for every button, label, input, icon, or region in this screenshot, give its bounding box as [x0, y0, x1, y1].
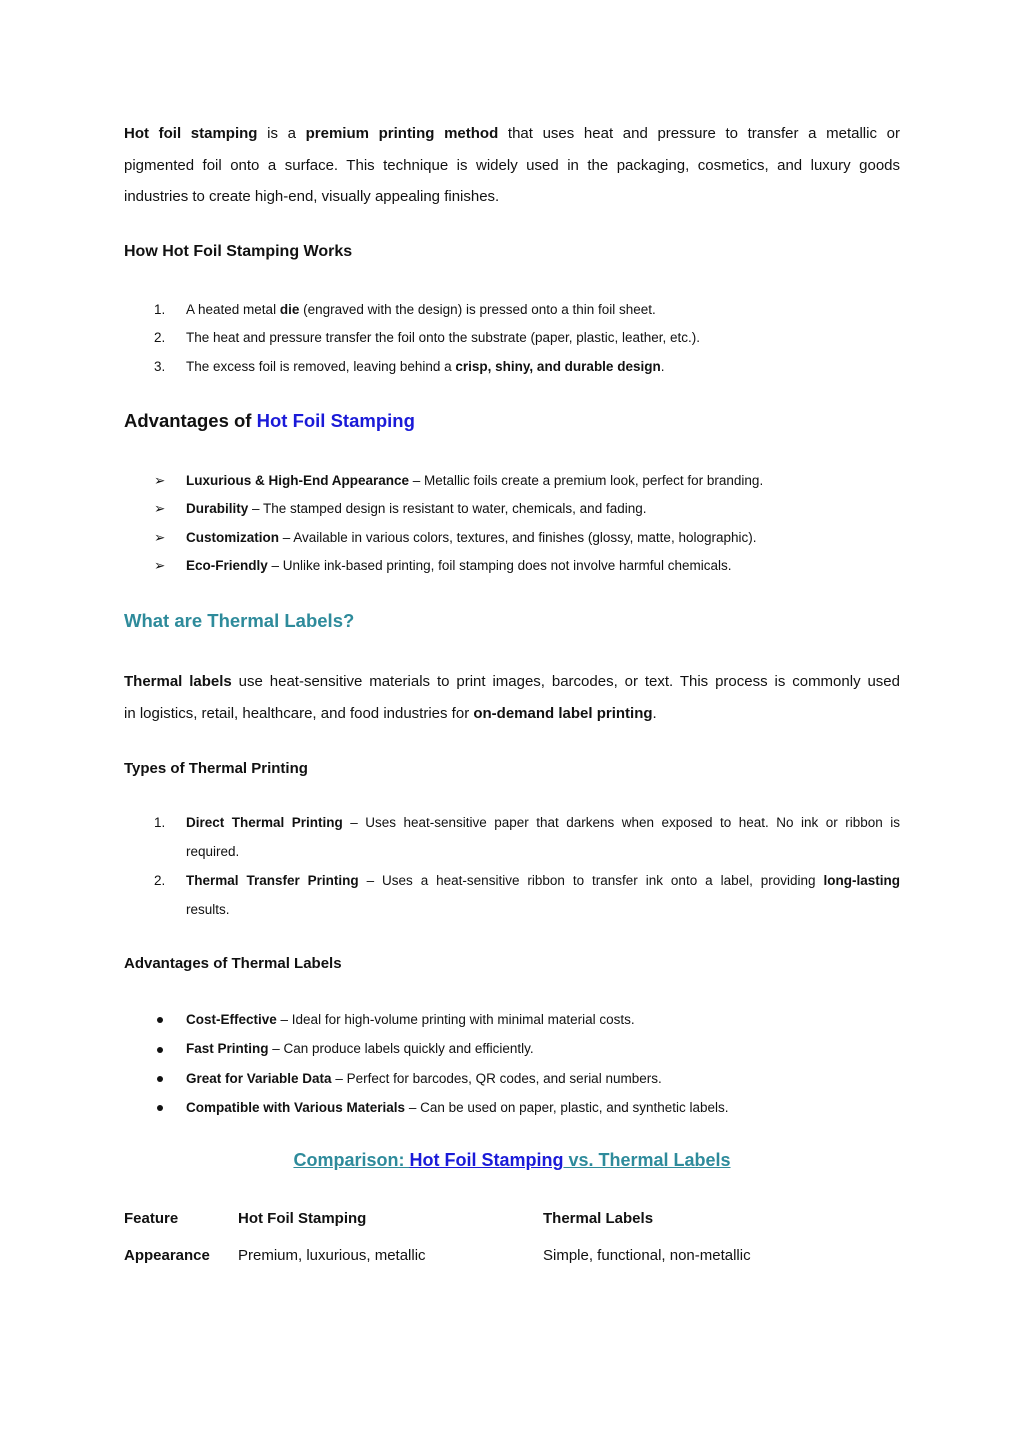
list-item — [154, 296, 900, 324]
intro-term: Hot foil stamping — [124, 125, 258, 142]
list-item — [154, 495, 900, 523]
list-text: (engraved with the design) is pressed onto a thin foil sheet. — [299, 302, 656, 317]
list-bold: long-lasting — [823, 873, 900, 888]
table-cell: Simple, functional, non-metallic — [543, 1247, 751, 1264]
list-item — [154, 552, 900, 580]
comparison-hot-foil-link[interactable]: Hot Foil Stamping — [409, 1150, 564, 1170]
intro-line-2: pigmented foil onto a surface. This technique is widely used in the packaging, cosmetics, and luxury goods — [124, 156, 900, 174]
list-bold: Great for Variable Data — [186, 1070, 332, 1086]
bullet-icon — [154, 1064, 178, 1093]
comparison-title — [0, 1150, 1024, 1171]
list-line: results. — [186, 901, 230, 917]
list-bold: Customization — [186, 529, 279, 545]
list-item — [154, 324, 900, 352]
thermal-emphasis: on-demand label printing — [473, 704, 653, 722]
comparison-text: Comparison: — [293, 1150, 410, 1170]
thermal-text: in logistics, retail, healthcare, and food industries for — [124, 704, 474, 722]
list-text: The excess foil is removed, leaving behind a — [186, 358, 456, 374]
advantages-foil-list — [154, 467, 900, 580]
table-header: Feature — [124, 1210, 179, 1227]
intro-line-1 — [124, 118, 900, 150]
list-text: – Can produce labels quickly and efficiently. — [268, 1041, 534, 1057]
list-item — [154, 353, 900, 381]
list-text: . — [660, 358, 665, 374]
list-text: A heated metal — [186, 302, 280, 317]
table-header: Hot Foil Stamping — [238, 1210, 367, 1227]
list-text: The heat and pressure transfer the foil onto the substrate (paper, plastic, leather, etc.). — [186, 330, 701, 346]
list-bold: Eco-Friendly — [186, 557, 268, 573]
intro-paragraph — [124, 118, 900, 213]
list-bold: Cost-Effective — [186, 1012, 277, 1027]
list-bold: Luxurious & High-End Appearance — [186, 473, 410, 488]
list-text: – Unlike ink-based printing, foil stamping does not involve harmful chemicals. — [267, 557, 732, 573]
table-cell: Appearance — [124, 1247, 210, 1264]
table-cell: Premium, luxurious, metallic — [238, 1247, 426, 1264]
list-number: 2. — [154, 330, 166, 346]
thermal-line-1 — [124, 666, 900, 698]
thermal-text: . — [652, 704, 657, 722]
list-item — [154, 467, 900, 495]
list-bold: die — [279, 302, 300, 317]
list-text: – Ideal for high-volume printing with minimal material costs. — [276, 1012, 635, 1027]
list-number: 1. — [154, 815, 166, 830]
list-text: – The stamped design is resistant to water, chemicals, and fading. — [248, 501, 647, 517]
advantages-thermal-heading: Advantages of Thermal Labels — [124, 955, 342, 972]
list-item — [154, 1093, 900, 1122]
types-heading: Types of Thermal Printing — [124, 760, 308, 777]
list-text: – Uses heat-sensitive paper that darkens when exposed to heat. No ink or ribbon is — [342, 815, 900, 830]
list-line: required. — [186, 843, 240, 859]
list-item — [154, 1064, 900, 1093]
list-number: 1. — [154, 302, 166, 317]
intro-text: is a — [257, 125, 306, 142]
thermal-line-2 — [124, 698, 900, 730]
list-item — [154, 1034, 900, 1063]
bullet-icon — [154, 1034, 178, 1063]
list-bold: Direct Thermal Printing — [186, 815, 343, 830]
list-bold: crisp, shiny, and durable design — [455, 358, 661, 374]
table-header: Thermal Labels — [543, 1210, 654, 1227]
list-bold: Thermal Transfer Printing — [186, 873, 359, 888]
bullet-icon — [154, 1093, 178, 1122]
arrow-bullet-icon: ➢ — [154, 529, 166, 545]
list-text: – Perfect for barcodes, QR codes, and serial numbers. — [331, 1070, 662, 1086]
list-bold: Fast Printing — [186, 1041, 269, 1057]
heading-text: Advantages of — [124, 410, 257, 431]
list-item — [154, 867, 900, 924]
intro-text: that uses heat and pressure to transfer a metallic or — [498, 125, 900, 142]
list-number: 2. — [154, 873, 166, 888]
advantages-thermal-list — [154, 1005, 900, 1122]
list-text: – Uses a heat-sensitive ribbon to transfer ink onto a label, providing — [358, 873, 824, 888]
advantages-foil-heading — [124, 410, 415, 432]
how-works-list — [154, 296, 900, 381]
list-bold: Durability — [186, 501, 249, 517]
list-item — [154, 809, 900, 866]
list-item — [154, 1005, 900, 1034]
list-line — [186, 809, 900, 838]
arrow-bullet-icon: ➢ — [154, 557, 166, 573]
list-text: – Metallic foils create a premium look, perfect for branding. — [409, 473, 764, 488]
arrow-bullet-icon: ➢ — [154, 501, 166, 517]
comparison-text: vs. Thermal Labels — [563, 1150, 731, 1170]
list-line — [186, 867, 900, 896]
thermal-heading: What are Thermal Labels? — [124, 610, 355, 631]
how-works-heading: How Hot Foil Stamping Works — [124, 243, 353, 260]
bullet-icon — [154, 1005, 178, 1034]
intro-line-3: industries to create high-end, visually appealing finishes. — [124, 188, 500, 205]
thermal-text: use heat-sensitive materials to print images, barcodes, or text. This process is commonly used — [231, 673, 900, 690]
list-number: 3. — [154, 358, 166, 374]
thermal-paragraph — [124, 666, 900, 729]
list-item — [154, 524, 900, 552]
thermal-term: Thermal labels — [124, 673, 232, 690]
hot-foil-link[interactable]: Hot Foil Stamping — [256, 410, 415, 431]
list-bold: Compatible with Various Materials — [186, 1099, 406, 1115]
types-list — [154, 809, 900, 925]
intro-emphasis: premium printing method — [305, 125, 499, 142]
list-text: – Available in various colors, textures, and finishes (glossy, matte, holographic). — [279, 529, 757, 545]
list-text: – Can be used on paper, plastic, and synthetic labels. — [405, 1099, 729, 1115]
arrow-bullet-icon: ➢ — [154, 473, 166, 488]
